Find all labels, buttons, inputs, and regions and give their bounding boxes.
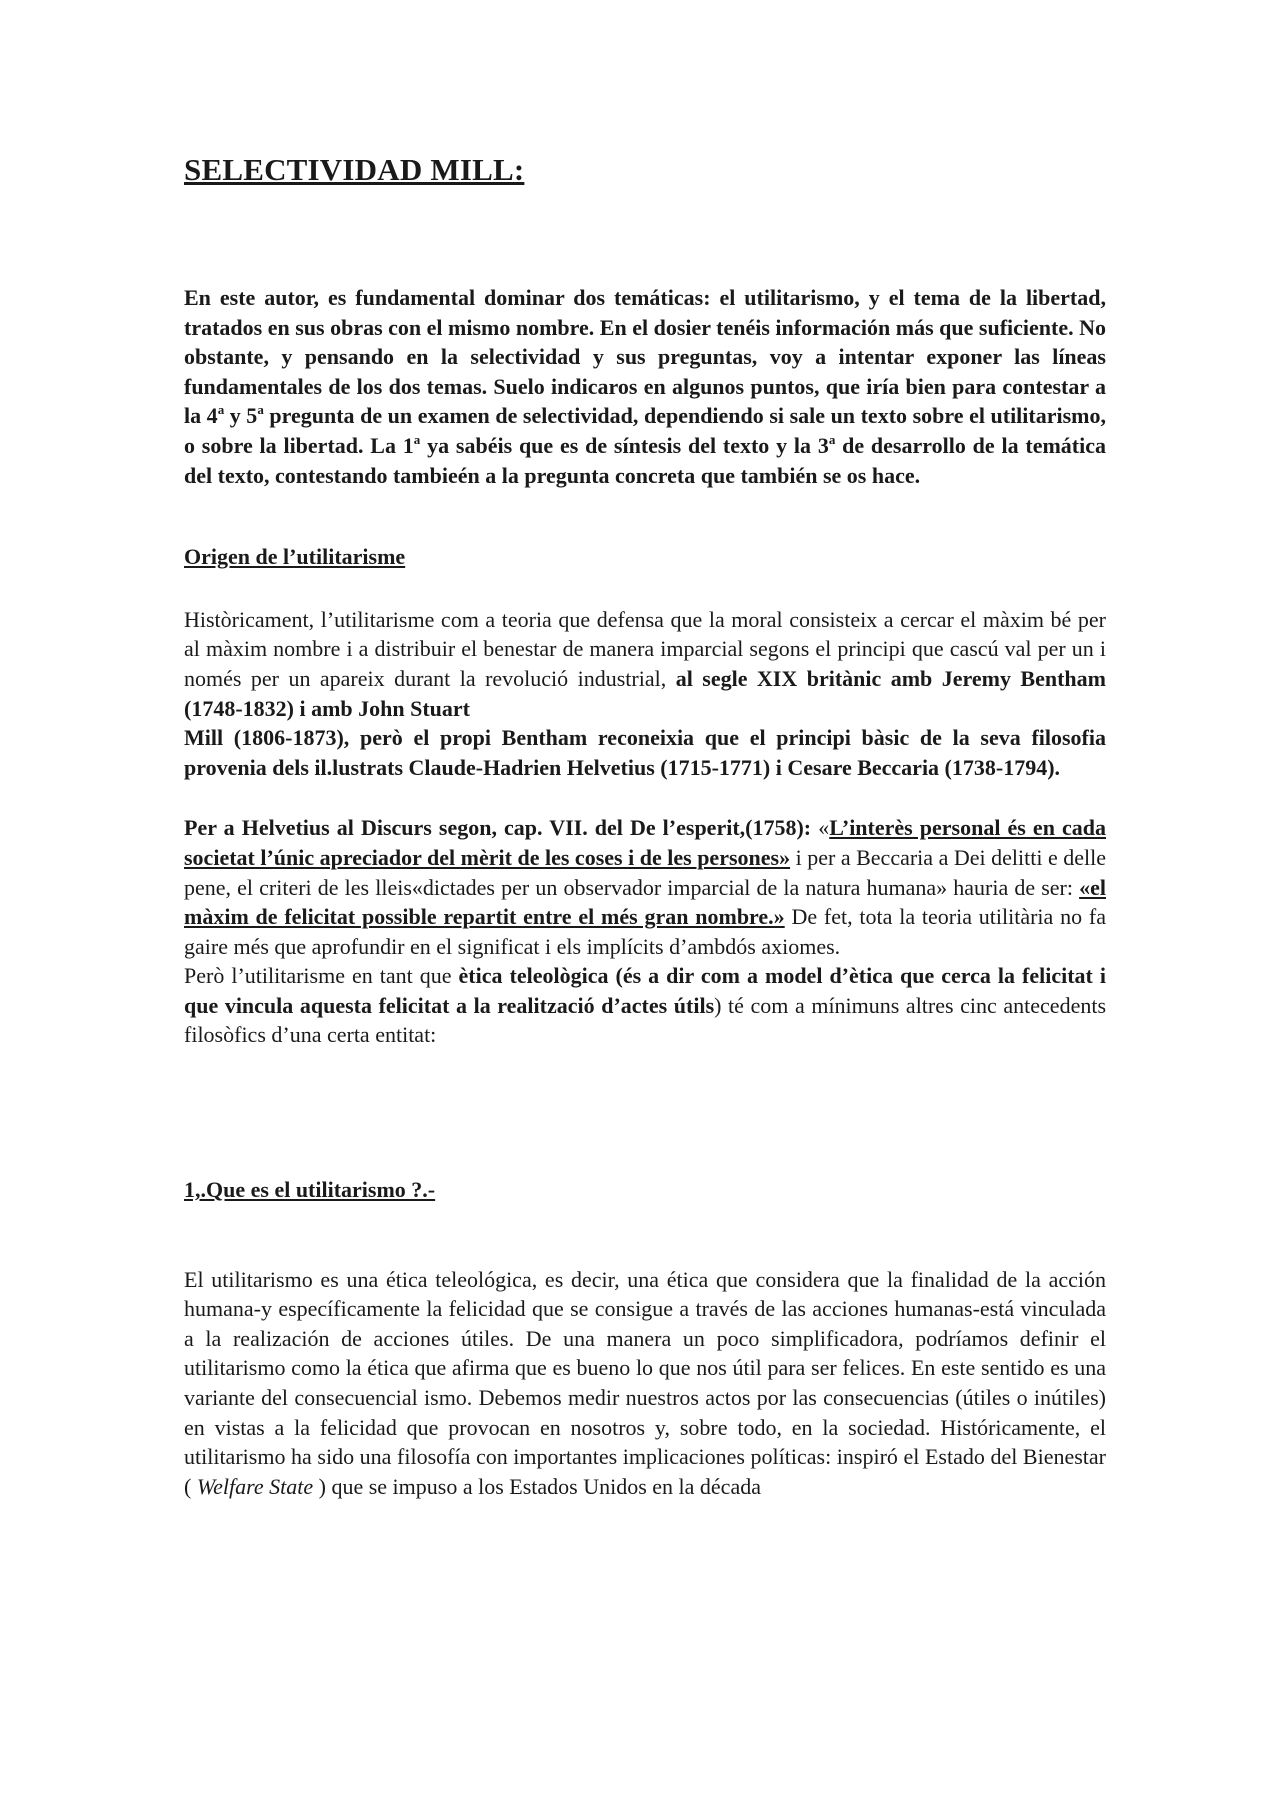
text-run: « — [811, 815, 830, 841]
text-run: ) té com a mínimuns altres cinc antecedents filosòfics d’una certa entitat: — [184, 992, 1107, 1048]
quote-beccaria: «el màxim de felicitat possible repartit entre el més gran nombre.» — [184, 874, 1106, 930]
ordinal-sup-2: a — [257, 402, 264, 418]
intro-text-2: y 5 — [224, 403, 258, 429]
bold-run: Mill (1806-1873), però el propi Bentham reconeixia que el principi bàsic de la seva filosofia provenia dels il.lustrats Claude-Hadrien Helvetius (1715-1771) i Cesare Beccaria (1738-1794). — [184, 725, 1106, 780]
text-run: Històricament, l’utilitarisme com a teoria que defensa que la moral consisteix a cercar el màxim bé per al màxim nombre i a distribuir el benestar de manera imparcial segons el principi que cascú val per un i només per un apareix durant la revolució industrial, — [184, 606, 1106, 691]
ordinal-sup-4: a — [828, 431, 836, 447]
paragraph-etica-teleologica — [184, 961, 1106, 1050]
page-title: SELECTIVIDAD MILL: — [184, 152, 525, 187]
intro-text-3: pregunta de un examen de selectividad, dependiendo si sale un texto sobre el utilitarismo, o sobre la libertad. La 1 — [184, 403, 1107, 458]
text-run: Però l’utilitarisme en tant que — [184, 963, 459, 989]
document-page — [184, 150, 1106, 1501]
text-run: ) que se impuso a los Estados Unidos en la década — [313, 1473, 761, 1499]
text-run: i per a Beccaria a Dei delitti e delle pene, el criteri de les lleis«dictades per un observador imparcial de la natura humana» hauria de ser: — [184, 844, 1106, 900]
ordinal-sup-1: a — [217, 402, 225, 418]
intro-paragraph — [184, 283, 1106, 490]
paragraph-helvetius — [184, 813, 1106, 961]
intro-text-5: de desarrollo de la temática del texto, contestando tambieén a la pregunta concreta que también se os hace. — [184, 432, 1107, 488]
text-run: De fet, tota la teoria utilitària no fa gaire més que aprofundir en el significat i els implícits d’ambdós axiomes. — [184, 904, 1106, 959]
bold-run: al segle XIX britànic amb Jeremy Bentham (1748-1832) i amb John Stuart — [184, 665, 1106, 721]
italic-run: Welfare State — [196, 1473, 314, 1499]
ordinal-sup-3: a — [413, 431, 421, 447]
paragraph-historicament — [184, 605, 1106, 783]
text-run: El utilitarismo es una ética teleológica, es decir, una ética que considera que la finalidad de la acción humana-y específicamente la felicidad que se consigue a través de las acciones humanas-está vinculada a la realización de acciones útiles. De una manera un poco simplificadora, podríamos definir el utilitarismo como la ética que afirma que es bueno lo que nos útil para ser felices. En este sentido es una variante del consecuencial ismo. Debemos medir nuestros actos por las consecuencias (útiles o inútiles) en vistas a la felicidad que provocan en nosotros y, sobre todo, en la sociedad. Históricamente, el utilitarismo ha sido una filosofía con importantes implicaciones políticas: inspiró el Estado del Bienestar ( — [184, 1266, 1106, 1499]
section-heading-que-es: 1,.Que es el utilitarismo ?.- — [184, 1177, 436, 1203]
paragraph-utilitarismo — [184, 1265, 1106, 1502]
intro-text-1: En este autor, es fundamental dominar dos temáticas: el utilitarismo, y el tema de la libertad, tratados en sus obras con el mismo nombre. En el dosier tenéis información más que suficiente. No obstante, y pensando en la selectividad y sus preguntas, voy a intentar exponer las líneas fundamentales de los dos temas. Suelo indicaros en algunos puntos, que iría bien para contestar a la 4 — [184, 285, 1106, 429]
quote-helvetius: L’interès personal és en cada societat l’únic apreciador del mèrit de les coses i de les persones» — [184, 815, 1107, 870]
intro-text-4: ya sabéis que es de síntesis del texto y la 3 — [420, 432, 829, 458]
section-heading-origen: Origen de l’utilitarisme — [184, 544, 406, 570]
bold-run: ètica teleològica (és a dir com a model d’ètica que cerca la felicitat i que vincula aquesta felicitat a la realització d’actes útils — [184, 963, 1106, 1018]
bold-run: Per a Helvetius al Discurs segon, cap. VII. del De l’esperit,(1758): — [184, 815, 812, 841]
